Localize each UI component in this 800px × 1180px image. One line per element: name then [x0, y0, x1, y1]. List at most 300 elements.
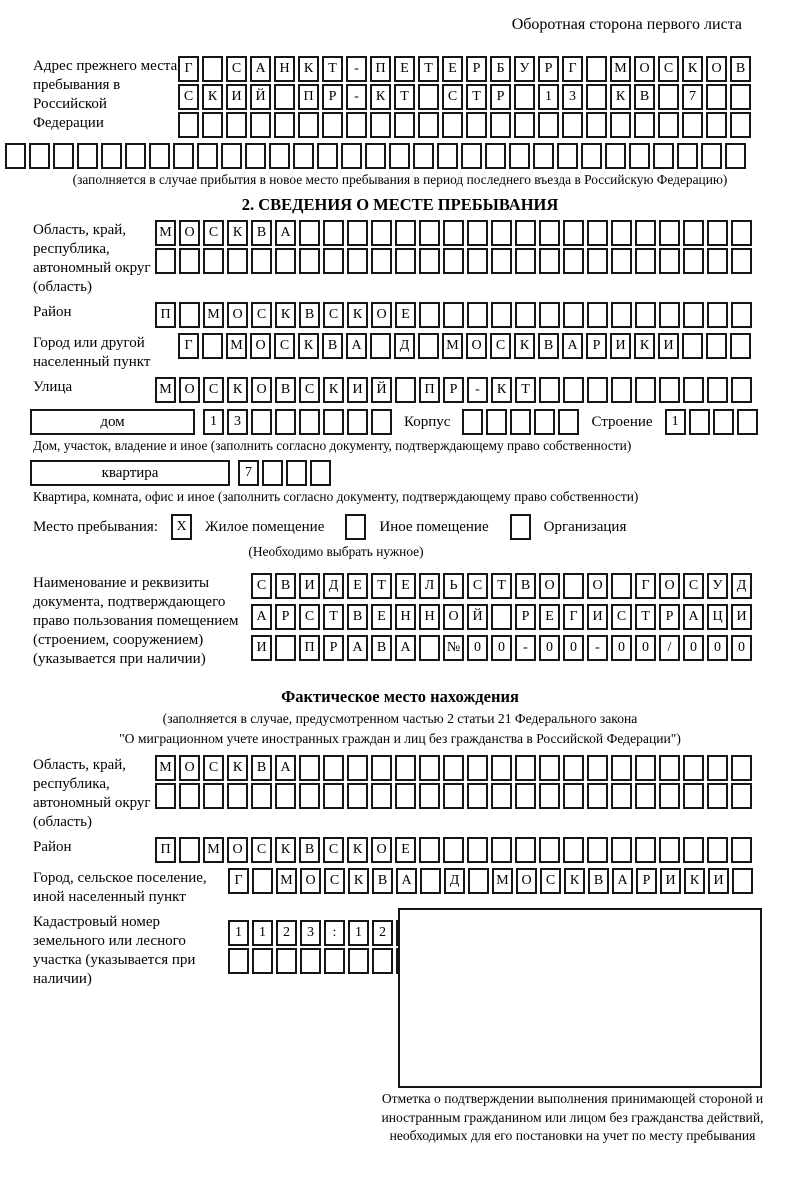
form-cell[interactable] — [221, 143, 242, 169]
form-cell[interactable] — [731, 302, 752, 328]
form-cell[interactable] — [419, 220, 440, 246]
form-cell[interactable]: Т — [418, 56, 439, 82]
form-cell[interactable] — [299, 783, 320, 809]
form-cell[interactable] — [737, 409, 758, 435]
form-cell[interactable] — [467, 220, 488, 246]
form-cell[interactable]: Р — [322, 84, 343, 110]
form-cell[interactable]: Й — [250, 84, 271, 110]
form-cell[interactable] — [610, 112, 631, 138]
form-cell[interactable] — [370, 112, 391, 138]
form-cell[interactable]: М — [610, 56, 631, 82]
form-cell[interactable] — [228, 948, 249, 974]
form-cell[interactable]: Т — [466, 84, 487, 110]
form-cell[interactable]: № — [443, 635, 464, 661]
form-cell[interactable]: 2 — [372, 920, 393, 946]
form-cell[interactable]: Б — [490, 56, 511, 82]
form-cell[interactable]: 0 — [611, 635, 632, 661]
form-cell[interactable] — [587, 220, 608, 246]
form-cell[interactable] — [251, 248, 272, 274]
form-cell[interactable] — [611, 573, 632, 599]
form-cell[interactable]: А — [275, 755, 296, 781]
form-cell[interactable] — [538, 112, 559, 138]
form-cell[interactable] — [731, 248, 752, 274]
form-cell[interactable] — [418, 333, 439, 359]
form-cell[interactable]: К — [610, 84, 631, 110]
form-cell[interactable] — [443, 220, 464, 246]
form-cell[interactable] — [730, 333, 751, 359]
form-cell[interactable] — [203, 248, 224, 274]
form-cell[interactable] — [563, 302, 584, 328]
form-cell[interactable] — [539, 783, 560, 809]
form-cell[interactable] — [323, 248, 344, 274]
form-cell[interactable]: Р — [515, 604, 536, 630]
form-cell[interactable] — [347, 220, 368, 246]
form-cell[interactable] — [286, 460, 307, 486]
form-cell[interactable] — [77, 143, 98, 169]
form-cell[interactable] — [179, 248, 200, 274]
form-cell[interactable] — [420, 868, 441, 894]
form-cell[interactable]: П — [370, 56, 391, 82]
form-cell[interactable] — [227, 248, 248, 274]
form-cell[interactable]: - — [587, 635, 608, 661]
form-cell[interactable]: Ь — [443, 573, 464, 599]
form-cell[interactable]: О — [516, 868, 537, 894]
form-cell[interactable]: О — [539, 573, 560, 599]
form-cell[interactable] — [515, 248, 536, 274]
form-cell[interactable] — [634, 112, 655, 138]
form-cell[interactable] — [635, 248, 656, 274]
form-cell[interactable] — [491, 837, 512, 863]
form-cell[interactable]: С — [442, 84, 463, 110]
form-cell[interactable]: 1 — [538, 84, 559, 110]
form-cell[interactable]: С — [274, 333, 295, 359]
form-cell[interactable] — [317, 143, 338, 169]
form-cell[interactable] — [563, 377, 584, 403]
form-cell[interactable]: Н — [395, 604, 416, 630]
form-cell[interactable] — [683, 755, 704, 781]
form-cell[interactable]: С — [203, 220, 224, 246]
form-cell[interactable] — [467, 755, 488, 781]
form-cell[interactable] — [346, 112, 367, 138]
form-cell[interactable] — [732, 868, 753, 894]
form-cell[interactable]: Л — [419, 573, 440, 599]
form-cell[interactable]: К — [298, 333, 319, 359]
form-cell[interactable] — [562, 112, 583, 138]
form-cell[interactable]: Р — [586, 333, 607, 359]
form-cell[interactable]: С — [611, 604, 632, 630]
form-cell[interactable] — [419, 755, 440, 781]
form-cell[interactable] — [252, 868, 273, 894]
form-cell[interactable] — [611, 302, 632, 328]
form-cell[interactable] — [611, 248, 632, 274]
form-cell[interactable]: М — [155, 220, 176, 246]
form-cell[interactable]: 1 — [348, 920, 369, 946]
form-cell[interactable] — [730, 84, 751, 110]
form-cell[interactable]: М — [226, 333, 247, 359]
form-cell[interactable] — [683, 302, 704, 328]
form-cell[interactable]: О — [443, 604, 464, 630]
form-cell[interactable]: И — [708, 868, 729, 894]
form-cell[interactable] — [467, 302, 488, 328]
form-cell[interactable] — [701, 143, 722, 169]
form-cell[interactable] — [689, 409, 710, 435]
form-cell[interactable] — [563, 573, 584, 599]
form-cell[interactable] — [563, 248, 584, 274]
form-cell[interactable] — [586, 56, 607, 82]
form-cell[interactable] — [298, 112, 319, 138]
form-cell[interactable]: 0 — [491, 635, 512, 661]
form-cell[interactable]: С — [490, 333, 511, 359]
form-cell[interactable] — [395, 220, 416, 246]
form-cell[interactable] — [659, 377, 680, 403]
form-cell[interactable]: Е — [347, 573, 368, 599]
checkbox-zhiloe-pomeshchenie[interactable]: X — [171, 514, 192, 540]
form-cell[interactable]: М — [203, 302, 224, 328]
form-cell[interactable]: С — [299, 377, 320, 403]
form-cell[interactable]: К — [347, 302, 368, 328]
form-cell[interactable] — [372, 948, 393, 974]
form-cell[interactable] — [29, 143, 50, 169]
form-cell[interactable] — [419, 635, 440, 661]
form-cell[interactable] — [155, 783, 176, 809]
form-cell[interactable] — [394, 112, 415, 138]
form-cell[interactable] — [485, 143, 506, 169]
form-cell[interactable] — [443, 302, 464, 328]
form-cell[interactable] — [539, 220, 560, 246]
form-cell[interactable]: П — [419, 377, 440, 403]
form-cell[interactable]: К — [227, 755, 248, 781]
form-cell[interactable]: 7 — [682, 84, 703, 110]
form-cell[interactable]: П — [155, 837, 176, 863]
form-cell[interactable] — [395, 248, 416, 274]
form-cell[interactable] — [323, 783, 344, 809]
form-cell[interactable]: С — [203, 755, 224, 781]
form-cell[interactable] — [323, 220, 344, 246]
form-cell[interactable]: К — [348, 868, 369, 894]
form-cell[interactable] — [276, 948, 297, 974]
form-cell[interactable]: К — [514, 333, 535, 359]
form-cell[interactable]: И — [226, 84, 247, 110]
form-cell[interactable]: А — [396, 868, 417, 894]
checkbox-organizatsiya[interactable] — [510, 514, 531, 540]
form-cell[interactable] — [462, 409, 483, 435]
form-cell[interactable]: К — [227, 377, 248, 403]
form-cell[interactable] — [683, 783, 704, 809]
form-cell[interactable]: М — [442, 333, 463, 359]
form-cell[interactable] — [347, 783, 368, 809]
form-cell[interactable]: С — [299, 604, 320, 630]
form-cell[interactable]: А — [395, 635, 416, 661]
form-cell[interactable]: - — [346, 84, 367, 110]
form-cell[interactable] — [659, 755, 680, 781]
form-cell[interactable] — [611, 755, 632, 781]
form-cell[interactable] — [323, 755, 344, 781]
form-cell[interactable]: М — [276, 868, 297, 894]
form-cell[interactable] — [611, 837, 632, 863]
form-cell[interactable] — [731, 837, 752, 863]
form-cell[interactable] — [179, 837, 200, 863]
form-cell[interactable] — [245, 143, 266, 169]
form-cell[interactable] — [323, 409, 344, 435]
form-cell[interactable] — [533, 143, 554, 169]
form-cell[interactable] — [467, 837, 488, 863]
form-cell[interactable] — [611, 377, 632, 403]
form-cell[interactable] — [275, 783, 296, 809]
form-cell[interactable]: В — [515, 573, 536, 599]
form-cell[interactable] — [490, 112, 511, 138]
form-cell[interactable]: Т — [635, 604, 656, 630]
form-cell[interactable]: С — [251, 837, 272, 863]
form-cell[interactable] — [269, 143, 290, 169]
form-cell[interactable]: О — [466, 333, 487, 359]
form-cell[interactable]: 1 — [228, 920, 249, 946]
form-cell[interactable] — [683, 220, 704, 246]
form-cell[interactable] — [635, 220, 656, 246]
form-cell[interactable] — [731, 783, 752, 809]
form-cell[interactable] — [179, 783, 200, 809]
form-cell[interactable] — [413, 143, 434, 169]
form-cell[interactable] — [611, 220, 632, 246]
form-cell[interactable]: В — [634, 84, 655, 110]
form-cell[interactable] — [322, 112, 343, 138]
form-cell[interactable] — [202, 112, 223, 138]
form-cell[interactable] — [558, 409, 579, 435]
form-cell[interactable] — [370, 333, 391, 359]
form-cell[interactable] — [515, 783, 536, 809]
form-cell[interactable] — [510, 409, 531, 435]
form-cell[interactable]: О — [179, 377, 200, 403]
form-cell[interactable]: А — [250, 56, 271, 82]
form-cell[interactable]: А — [275, 220, 296, 246]
form-cell[interactable]: С — [226, 56, 247, 82]
form-cell[interactable]: / — [659, 635, 680, 661]
form-cell[interactable] — [683, 248, 704, 274]
form-cell[interactable] — [275, 248, 296, 274]
form-cell[interactable] — [730, 112, 751, 138]
form-cell[interactable] — [389, 143, 410, 169]
form-cell[interactable]: Р — [443, 377, 464, 403]
form-cell[interactable] — [605, 143, 626, 169]
form-cell[interactable]: М — [155, 377, 176, 403]
form-cell[interactable] — [587, 248, 608, 274]
form-cell[interactable]: Г — [562, 56, 583, 82]
form-cell[interactable] — [251, 409, 272, 435]
form-cell[interactable]: О — [227, 302, 248, 328]
form-cell[interactable] — [707, 302, 728, 328]
form-cell[interactable] — [418, 84, 439, 110]
form-cell[interactable]: 3 — [227, 409, 248, 435]
form-cell[interactable]: С — [203, 377, 224, 403]
form-cell[interactable]: А — [612, 868, 633, 894]
form-cell[interactable] — [563, 220, 584, 246]
form-cell[interactable] — [486, 409, 507, 435]
form-cell[interactable]: О — [179, 220, 200, 246]
form-cell[interactable]: И — [587, 604, 608, 630]
form-cell[interactable] — [203, 783, 224, 809]
form-cell[interactable]: В — [538, 333, 559, 359]
form-cell[interactable]: О — [300, 868, 321, 894]
form-cell[interactable]: С — [683, 573, 704, 599]
form-cell[interactable]: С — [540, 868, 561, 894]
form-cell[interactable]: Р — [466, 56, 487, 82]
form-cell[interactable]: О — [371, 302, 392, 328]
form-cell[interactable] — [534, 409, 555, 435]
form-cell[interactable]: 0 — [731, 635, 752, 661]
form-cell[interactable]: 0 — [683, 635, 704, 661]
form-cell[interactable] — [539, 302, 560, 328]
form-cell[interactable]: В — [372, 868, 393, 894]
form-cell[interactable] — [419, 837, 440, 863]
form-cell[interactable]: Т — [371, 573, 392, 599]
form-cell[interactable] — [706, 112, 727, 138]
form-cell[interactable]: В — [371, 635, 392, 661]
form-cell[interactable] — [101, 143, 122, 169]
form-cell[interactable]: Т — [515, 377, 536, 403]
form-cell[interactable] — [371, 755, 392, 781]
form-cell[interactable] — [299, 755, 320, 781]
form-cell[interactable]: 0 — [707, 635, 728, 661]
form-cell[interactable]: С — [251, 573, 272, 599]
form-cell[interactable] — [227, 783, 248, 809]
form-cell[interactable]: С — [658, 56, 679, 82]
form-cell[interactable]: Т — [322, 56, 343, 82]
form-cell[interactable]: В — [299, 302, 320, 328]
form-cell[interactable] — [587, 302, 608, 328]
form-cell[interactable]: В — [588, 868, 609, 894]
form-cell[interactable]: : — [324, 920, 345, 946]
form-cell[interactable] — [491, 783, 512, 809]
form-cell[interactable]: К — [275, 837, 296, 863]
form-cell[interactable] — [53, 143, 74, 169]
dom-field-box[interactable] — [30, 409, 195, 435]
form-cell[interactable] — [443, 837, 464, 863]
form-cell[interactable] — [371, 248, 392, 274]
form-cell[interactable]: К — [275, 302, 296, 328]
form-cell[interactable] — [442, 112, 463, 138]
form-cell[interactable]: - — [515, 635, 536, 661]
form-cell[interactable] — [629, 143, 650, 169]
form-cell[interactable] — [563, 783, 584, 809]
form-cell[interactable]: 3 — [300, 920, 321, 946]
form-cell[interactable]: И — [610, 333, 631, 359]
form-cell[interactable]: О — [587, 573, 608, 599]
form-cell[interactable]: Е — [394, 56, 415, 82]
form-cell[interactable] — [491, 220, 512, 246]
form-cell[interactable] — [365, 143, 386, 169]
form-cell[interactable]: Д — [731, 573, 752, 599]
form-cell[interactable]: Г — [178, 56, 199, 82]
form-cell[interactable] — [539, 377, 560, 403]
form-cell[interactable] — [419, 248, 440, 274]
form-cell[interactable]: С — [467, 573, 488, 599]
form-cell[interactable]: 0 — [467, 635, 488, 661]
form-cell[interactable] — [125, 143, 146, 169]
form-cell[interactable] — [467, 248, 488, 274]
form-cell[interactable] — [395, 783, 416, 809]
form-cell[interactable]: О — [251, 377, 272, 403]
form-cell[interactable] — [419, 302, 440, 328]
form-cell[interactable] — [515, 220, 536, 246]
form-cell[interactable] — [371, 783, 392, 809]
form-cell[interactable] — [274, 84, 295, 110]
form-cell[interactable] — [707, 755, 728, 781]
form-cell[interactable] — [324, 948, 345, 974]
form-cell[interactable]: К — [370, 84, 391, 110]
form-cell[interactable]: К — [298, 56, 319, 82]
form-cell[interactable] — [586, 84, 607, 110]
form-cell[interactable]: Д — [323, 573, 344, 599]
form-cell[interactable]: Е — [395, 573, 416, 599]
form-cell[interactable] — [461, 143, 482, 169]
form-cell[interactable]: В — [322, 333, 343, 359]
form-cell[interactable]: О — [634, 56, 655, 82]
form-cell[interactable]: У — [514, 56, 535, 82]
form-cell[interactable]: Н — [274, 56, 295, 82]
form-cell[interactable] — [179, 302, 200, 328]
form-cell[interactable]: 3 — [562, 84, 583, 110]
form-cell[interactable] — [491, 248, 512, 274]
form-cell[interactable] — [706, 333, 727, 359]
form-cell[interactable] — [731, 220, 752, 246]
form-cell[interactable] — [563, 755, 584, 781]
form-cell[interactable] — [468, 868, 489, 894]
form-cell[interactable] — [371, 409, 392, 435]
form-cell[interactable] — [587, 377, 608, 403]
form-cell[interactable] — [347, 248, 368, 274]
form-cell[interactable] — [683, 377, 704, 403]
form-cell[interactable] — [515, 302, 536, 328]
form-cell[interactable] — [491, 604, 512, 630]
form-cell[interactable] — [202, 56, 223, 82]
form-cell[interactable] — [659, 248, 680, 274]
form-cell[interactable]: О — [659, 573, 680, 599]
form-cell[interactable] — [443, 248, 464, 274]
form-cell[interactable]: К — [323, 377, 344, 403]
form-cell[interactable] — [202, 333, 223, 359]
form-cell[interactable]: К — [682, 56, 703, 82]
form-cell[interactable] — [706, 84, 727, 110]
form-cell[interactable] — [658, 112, 679, 138]
form-cell[interactable] — [173, 143, 194, 169]
form-cell[interactable]: С — [251, 302, 272, 328]
form-cell[interactable]: В — [299, 837, 320, 863]
form-cell[interactable]: К — [684, 868, 705, 894]
form-cell[interactable]: М — [203, 837, 224, 863]
form-cell[interactable]: 0 — [539, 635, 560, 661]
form-cell[interactable] — [682, 333, 703, 359]
form-cell[interactable]: У — [707, 573, 728, 599]
form-cell[interactable] — [659, 302, 680, 328]
form-cell[interactable]: К — [491, 377, 512, 403]
form-cell[interactable]: Ц — [707, 604, 728, 630]
form-cell[interactable]: К — [202, 84, 223, 110]
form-cell[interactable] — [515, 755, 536, 781]
form-cell[interactable] — [581, 143, 602, 169]
form-cell[interactable]: С — [178, 84, 199, 110]
form-cell[interactable]: - — [467, 377, 488, 403]
form-cell[interactable]: 1 — [665, 409, 686, 435]
form-cell[interactable] — [677, 143, 698, 169]
form-cell[interactable] — [539, 837, 560, 863]
form-cell[interactable]: П — [155, 302, 176, 328]
form-cell[interactable] — [178, 112, 199, 138]
form-cell[interactable]: Е — [442, 56, 463, 82]
form-cell[interactable] — [587, 755, 608, 781]
form-cell[interactable] — [682, 112, 703, 138]
form-cell[interactable] — [262, 460, 283, 486]
form-cell[interactable] — [731, 755, 752, 781]
checkbox-inoe-pomeshchenie[interactable] — [345, 514, 366, 540]
